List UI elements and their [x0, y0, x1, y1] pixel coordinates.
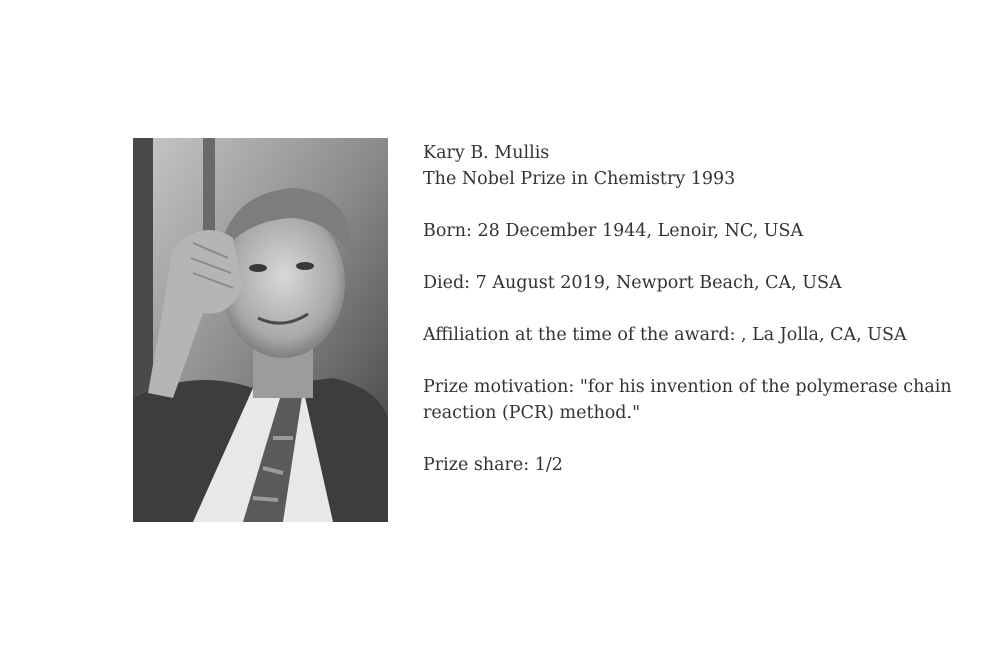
laureate-info [423, 140, 983, 504]
laureate-motivation: Prize motivation: "for his invention of the polymerase chain reaction (PCR) method." [423, 377, 952, 423]
laureate-born: Born: 28 December 1944, Lenoir, NC, USA [423, 221, 804, 241]
laureate-died: Died: 7 August 2019, Newport Beach, CA, USA [423, 273, 842, 293]
laureate-name: Kary B. Mullis [423, 143, 550, 163]
laureate-share: Prize share: 1/2 [423, 455, 563, 475]
laureate-affiliation: Affiliation at the time of the award: , La Jolla, CA, USA [423, 325, 907, 345]
laureate-portrait [133, 138, 388, 522]
laureate-prize: The Nobel Prize in Chemistry 1993 [423, 169, 736, 189]
portrait-photo [133, 138, 388, 522]
